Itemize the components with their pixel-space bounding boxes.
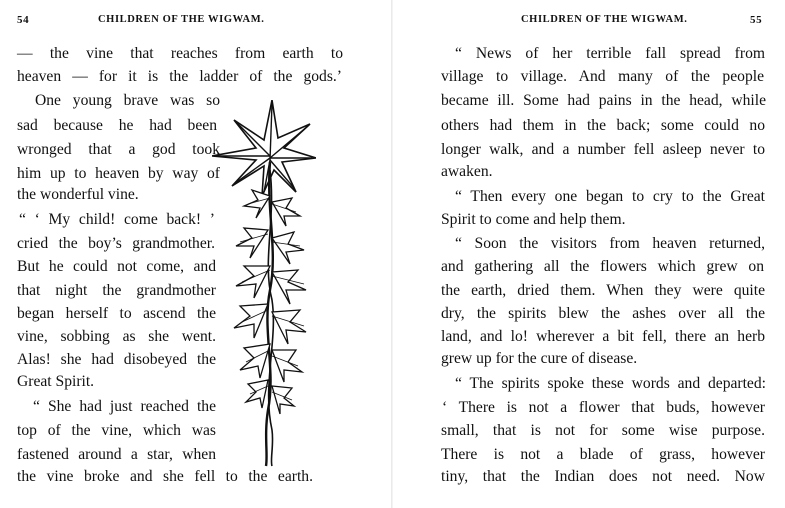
right-line-16: ‘ There is not a flower that buds, however	[442, 399, 765, 416]
right-line-9: “ Soon the visitors from heaven returned,	[455, 235, 765, 252]
left-line-19: the vine broke and she fell to the earth.	[17, 468, 313, 485]
left-page-number: 54	[17, 14, 30, 26]
right-line-7: “ Then every one began to cry to the Great	[455, 188, 765, 205]
right-line-1: “ News of her terrible fall spread from	[455, 45, 765, 62]
left-line-13: vine, sobbing as she went.	[17, 328, 216, 345]
star-icon	[212, 100, 316, 196]
right-running-head: CHILDREN OF THE WIGWAM.	[521, 14, 688, 25]
left-page	[0, 0, 392, 508]
right-line-12: dry, the spirits blew the ashes over all the	[441, 305, 765, 322]
left-line-4: sad because he had been	[17, 117, 217, 134]
star-vine-illustration	[212, 100, 316, 468]
right-page	[393, 0, 785, 508]
left-line-16: “ She had just reached the	[33, 398, 216, 415]
right-line-6: awaken.	[441, 163, 493, 180]
right-line-15: “ The spirits spoke these words and departed:	[455, 375, 766, 392]
right-line-11: the earth, dried them. When they were quite	[441, 282, 765, 299]
left-line-7: the wonderful vine.	[17, 186, 139, 203]
left-line-6: him up to heaven by way of	[17, 165, 220, 182]
right-line-18: There is not a blade of grass, however	[441, 446, 765, 463]
right-line-8: Spirit to come and help them.	[441, 211, 626, 228]
right-line-10: and gathering all the flowers which grew on	[441, 258, 764, 275]
left-line-12: began herself to ascend the	[17, 305, 216, 322]
left-line-18: fastened around a star, when	[17, 446, 216, 463]
left-line-10: But he could not come, and	[17, 258, 216, 275]
right-line-2: village to village. And many of the people	[441, 68, 764, 85]
right-line-4: others had them in the back; some could no	[441, 117, 765, 134]
left-line-15: Great Spirit.	[17, 373, 95, 390]
left-line-14: Alas! she had disobeyed the	[17, 351, 216, 368]
left-line-17: top of the vine, which was	[17, 422, 216, 439]
left-line-11: that night the grandmother	[17, 282, 216, 299]
right-line-19: tiny, that the Indian does not need. Now	[441, 468, 765, 485]
left-line-9: cried the boy’s grandmother.	[17, 235, 215, 252]
left-line-8: “ ‘ My child! come back! ’	[19, 211, 215, 228]
right-line-3: became ill. Some had pains in the head, while	[441, 92, 766, 109]
right-page-number: 55	[750, 14, 763, 26]
left-line-5: wronged that a god took	[17, 141, 220, 158]
left-line-3: One young brave was so	[35, 92, 220, 109]
right-line-13: land, and lo! wherever a bit fell, there an herb	[441, 328, 765, 345]
right-line-14: grew up for the cure of disease.	[441, 350, 638, 367]
left-line-2: heaven — for it is the ladder of the gods.’	[17, 68, 342, 85]
right-line-17: small, that is not for some wise purpose.	[441, 422, 765, 439]
left-line-1: — the vine that reaches from earth to	[17, 45, 343, 62]
left-running-head: CHILDREN OF THE WIGWAM.	[98, 14, 265, 25]
right-line-5: longer walk, and a number fell asleep never to	[441, 141, 765, 158]
